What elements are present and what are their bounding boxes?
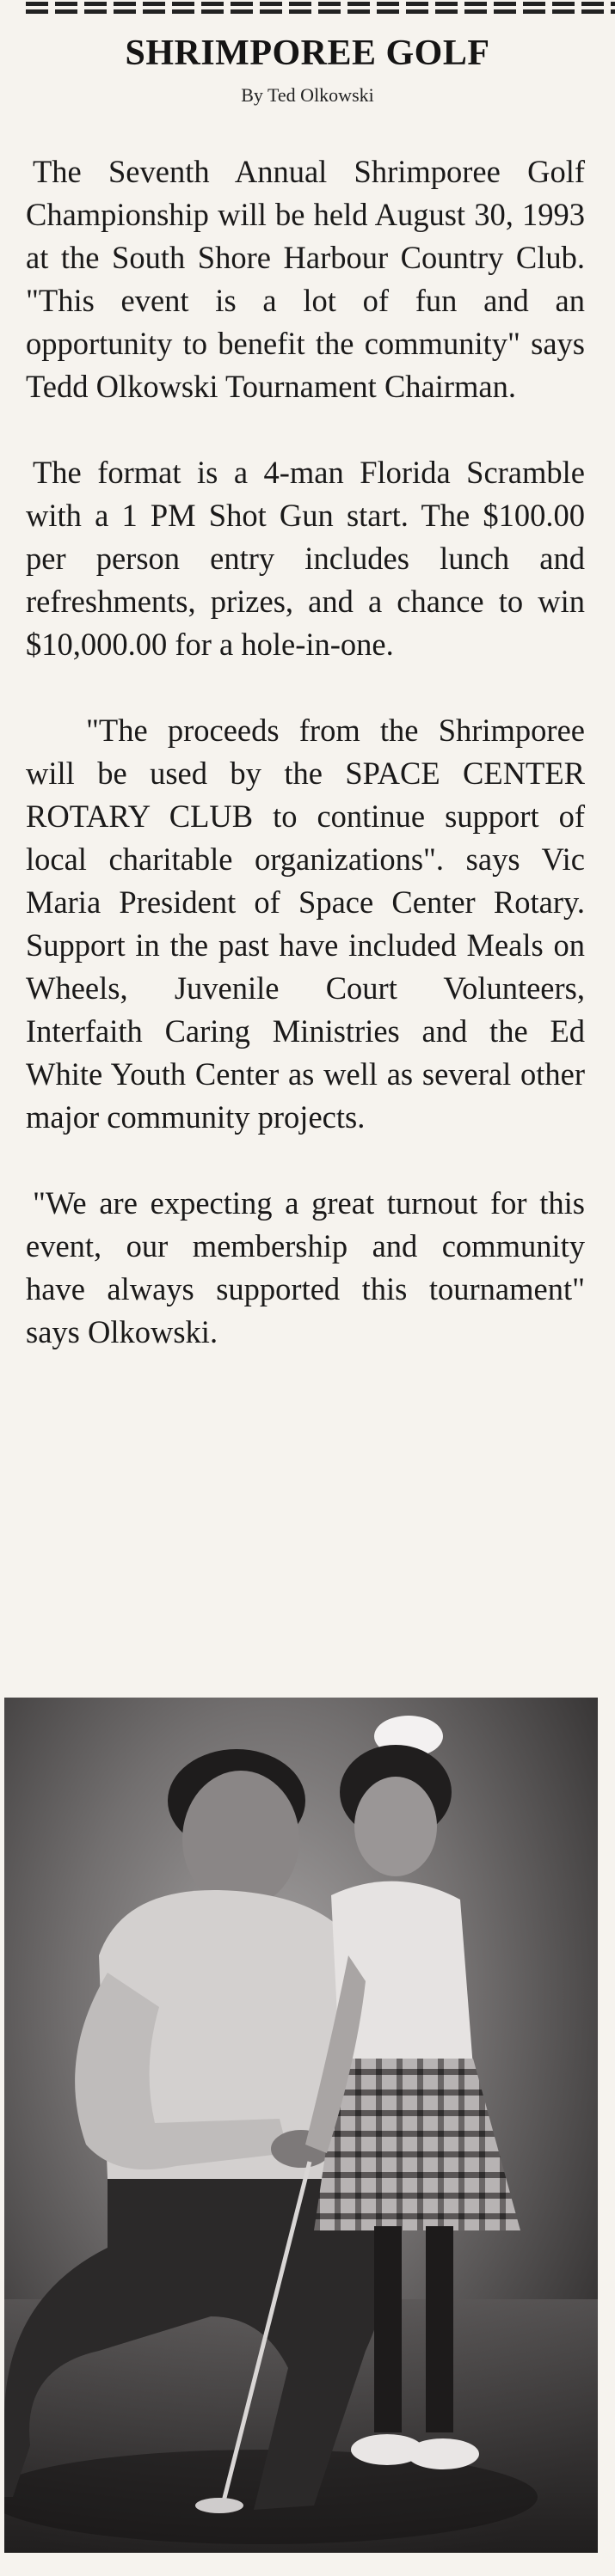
article-body	[26, 150, 585, 1397]
paragraph-quote: "We are expecting a great turnout for this event, our membership and community have always supported this tournament" says Olkowski.	[26, 1185, 585, 1349]
golf-lesson-photo-icon	[4, 1698, 598, 2553]
top-dashed-rule	[26, 2, 615, 6]
article-byline: By Ted Olkowski	[241, 84, 374, 106]
paragraph-proceeds: "The proceeds from the Shrimporee will be used by the SPACE CENTER ROTARY CLUB to continue support of local charitable organizations". says Vic Maria President of Space Center Rotary. Support in the past have included Meals on Wheels, Juvenile Court Volunteers, Interfaith Caring Ministries and the Ed White Youth Center as well as several other major community projects.	[26, 713, 585, 1135]
top-dashed-rule-second	[26, 9, 615, 14]
article-headline: SHRIMPOREE GOLF	[125, 34, 490, 73]
golf-lesson-photo	[4, 1698, 598, 2553]
paragraph-format: The format is a 4-man Florida Scramble with a 1 PM Shot Gun start. The $100.00 per person entry includes lunch and refreshments, prizes, and a chance to win $10,000.00 for a hole-in-one.	[26, 455, 585, 662]
paragraph-announcement: The Seventh Annual Shrimporee Golf Championship will be held August 30, 1993 at the South Shore Harbour Country Club. "This event is a lot of fun and an opportunity to benefit the community" says Tedd Olkowski Tournament Chairman.	[26, 154, 585, 404]
